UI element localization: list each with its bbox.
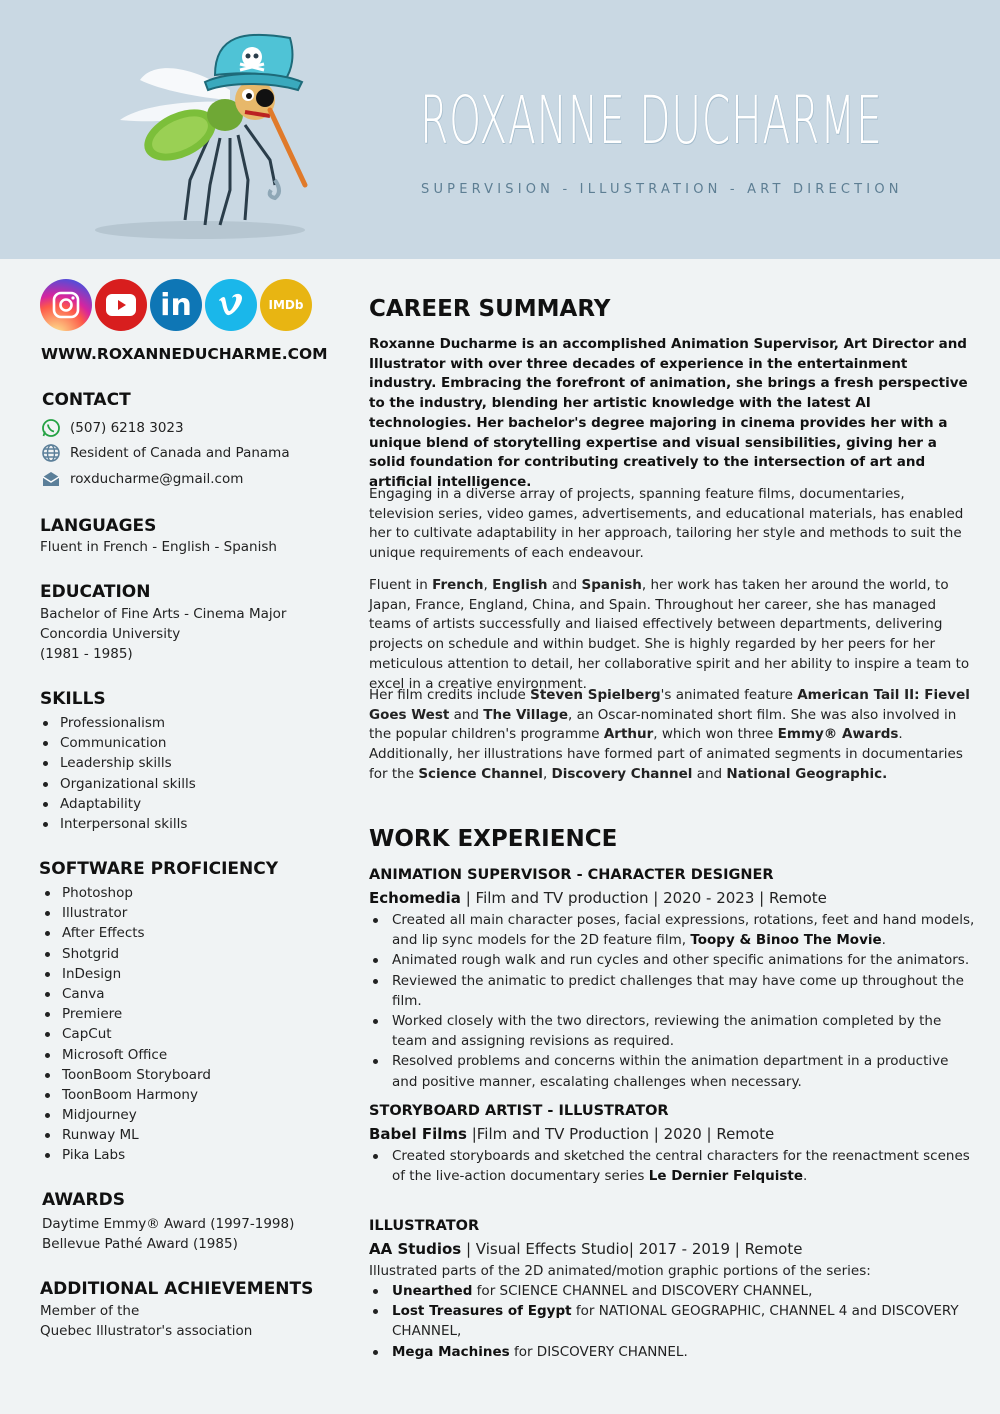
career-summary-intro: Roxanne Ducharme is an accomplished Animation Supervisor, Art Director and Illustrator with over three decades of experience in the entertainment industry. Embracing the forefront of animation, she brings a fresh perspective to the industry, blending her artistic knowledge with the latest AI technologies. Her bachelor's degree majoring in cinema provides her with a unique blend of storytelling expertise and visual sensibilities, giving her a solid foundation for contributing creatively to the intersection of art and artificial intelligence.	[369, 336, 968, 490]
list-item: Photoshop	[42, 883, 211, 903]
company-name: Babel Films	[369, 1125, 467, 1143]
list-item: Pika Labs	[42, 1145, 211, 1165]
list-item: Canva	[42, 984, 211, 1004]
list-item: CapCut	[42, 1024, 211, 1044]
job-bullets	[369, 910, 975, 1092]
software-heading: SOFTWARE PROFICIENCY	[39, 859, 279, 879]
award-bellevue: Bellevue Pathé Award (1985)	[42, 1236, 238, 1252]
software-list	[42, 883, 211, 1166]
career-summary-languages: Fluent in French, English and Spanish, her work has taken her around the world, to Japan, France, England, China, and Spain. Throughout her career, she has managed teams of artists successfully and liaised effectively between departments, delivering projects on schedule and within budget. She is highly regarded by her peers for her meticulous attention to detail, her collaborative spirit and her ability to inspire a team to excel in a creative environment.	[369, 577, 970, 692]
job-title: ILLUSTRATOR	[369, 1218, 480, 1234]
list-item: Runway ML	[42, 1125, 211, 1145]
globe-icon	[40, 443, 62, 463]
list-item: Unearthed for SCIENCE CHANNEL and DISCOVERY CHANNEL,	[369, 1281, 975, 1301]
tagline: SUPERVISION - ILLUSTRATION - ART DIRECTION	[421, 182, 903, 197]
achievements-heading: ADDITIONAL ACHIEVEMENTS	[40, 1279, 314, 1299]
youtube-icon[interactable]	[95, 279, 147, 331]
job-title: STORYBOARD ARTIST - ILLUSTRATOR	[369, 1103, 669, 1119]
list-item: Professionalism	[40, 713, 196, 733]
job-company-line: Babel Films |Film and TV Production | 2020 | Remote	[369, 1125, 775, 1143]
list-item: Lost Treasures of Egypt for NATIONAL GEOGRAPHIC, CHANNEL 4 and DISCOVERY CHANNEL,	[369, 1301, 975, 1341]
career-summary-credits: Her film credits include Steven Spielberg's animated feature American Tail II: Fievel Goes West and The Village, an Oscar-nominated short film. She was also involved in the popular children's programme Arthur, which won three Emmy® Awards. Additionally, her illustrations have formed part of animated segments in documentaries for the Science Channel, Discovery Channel and National Geographic.	[369, 687, 970, 782]
career-summary-heading: CAREER SUMMARY	[369, 296, 611, 322]
contact-email	[40, 469, 243, 489]
list-item: ToonBoom Storyboard	[42, 1065, 211, 1085]
imdb-icon-text: IMDb	[268, 298, 304, 312]
whatsapp-icon	[40, 418, 62, 438]
job-company-line: Echomedia | Film and TV production | 2020 - 2023 | Remote	[369, 889, 827, 907]
skills-heading: SKILLS	[40, 689, 106, 709]
contact-phone	[40, 418, 184, 438]
list-item: Worked closely with the two directors, reviewing the animation completed by the team and assigning revisions as required.	[369, 1011, 975, 1051]
job-bullets	[369, 1146, 975, 1186]
linkedin-icon[interactable]	[150, 279, 202, 331]
email-text[interactable]: roxducharme@gmail.com	[70, 471, 244, 487]
work-experience-heading: WORK EXPERIENCE	[369, 826, 618, 852]
languages-text: Fluent in French - English - Spanish	[40, 539, 277, 555]
list-item: Leadership skills	[40, 753, 196, 773]
contact-residence	[40, 443, 290, 463]
vimeo-icon[interactable]	[205, 279, 257, 331]
linkedin-icon-text: in	[160, 287, 192, 323]
list-item: Animated rough walk and run cycles and other specific animations for the animators.	[369, 950, 975, 970]
list-item: Created all main character poses, facial expressions, rotations, feet and hand models, and lip sync models for the 2D feature film, Toopy & Binoo The Movie.	[369, 910, 975, 950]
list-item: Resolved problems and concerns within the animation department in a productive and positive manner, escalating challenges when necessary.	[369, 1051, 975, 1091]
website-link[interactable]: WWW.ROXANNEDUCHARME.COM	[41, 345, 328, 363]
social-links	[40, 279, 312, 331]
achievement-line: Quebec Illustrator's association	[40, 1323, 253, 1339]
list-item: ToonBoom Harmony	[42, 1085, 211, 1105]
achievement-line: Member of the	[40, 1303, 140, 1319]
instagram-icon[interactable]	[40, 279, 92, 331]
list-item: Reviewed the animatic to predict challenges that may have come up throughout the film.	[369, 971, 975, 1011]
pirate-mosquito-illustration	[80, 20, 320, 245]
skills-list	[40, 713, 196, 834]
header-banner	[0, 0, 1000, 259]
job-title: ANIMATION SUPERVISOR - CHARACTER DESIGNER	[369, 867, 774, 883]
contact-heading: CONTACT	[42, 390, 131, 410]
list-item: Mega Machines for DISCOVERY CHANNEL.	[369, 1342, 975, 1362]
job-company-line: AA Studios | Visual Effects Studio| 2017 - 2019 | Remote	[369, 1240, 803, 1258]
list-item: Created storyboards and sketched the central characters for the reenactment scenes of the live-action documentary series Le Dernier Felquiste.	[369, 1146, 975, 1186]
list-item: Microsoft Office	[42, 1045, 211, 1065]
imdb-icon[interactable]	[260, 279, 312, 331]
career-summary-projects: Engaging in a diverse array of projects, spanning feature films, documentaries, television series, video games, advertisements, and educational materials, has enabled her to cultivate adaptability in her approach, tailoring her style and methods to suit the unique requirements of each endeavour.	[369, 486, 964, 562]
education-school: Concordia University	[40, 626, 181, 642]
envelope-icon	[40, 469, 62, 489]
education-degree: Bachelor of Fine Arts - Cinema Major	[40, 606, 287, 622]
company-name: AA Studios	[369, 1240, 462, 1258]
list-item: Premiere	[42, 1004, 211, 1024]
list-item: Illustrator	[42, 903, 211, 923]
job-bullets	[369, 1281, 975, 1362]
education-years: (1981 - 1985)	[40, 646, 133, 662]
phone-text: (507) 6218 3023	[70, 420, 184, 436]
languages-heading: LANGUAGES	[40, 516, 157, 536]
list-item: Shotgrid	[42, 944, 211, 964]
company-name: Echomedia	[369, 889, 461, 907]
award-emmy: Daytime Emmy® Award (1997-1998)	[42, 1216, 295, 1232]
candidate-name: ROXANNE DUCHARME	[420, 82, 883, 159]
list-item: Midjourney	[42, 1105, 211, 1125]
residence-text: Resident of Canada and Panama	[70, 445, 290, 461]
list-item: Adaptability	[40, 794, 196, 814]
education-heading: EDUCATION	[40, 582, 151, 602]
list-item: InDesign	[42, 964, 211, 984]
list-item: Communication	[40, 733, 196, 753]
awards-heading: AWARDS	[42, 1190, 125, 1210]
list-item: After Effects	[42, 923, 211, 943]
list-item: Interpersonal skills	[40, 814, 196, 834]
list-item: Organizational skills	[40, 774, 196, 794]
job-intro: Illustrated parts of the 2D animated/motion graphic portions of the series:	[369, 1263, 871, 1279]
